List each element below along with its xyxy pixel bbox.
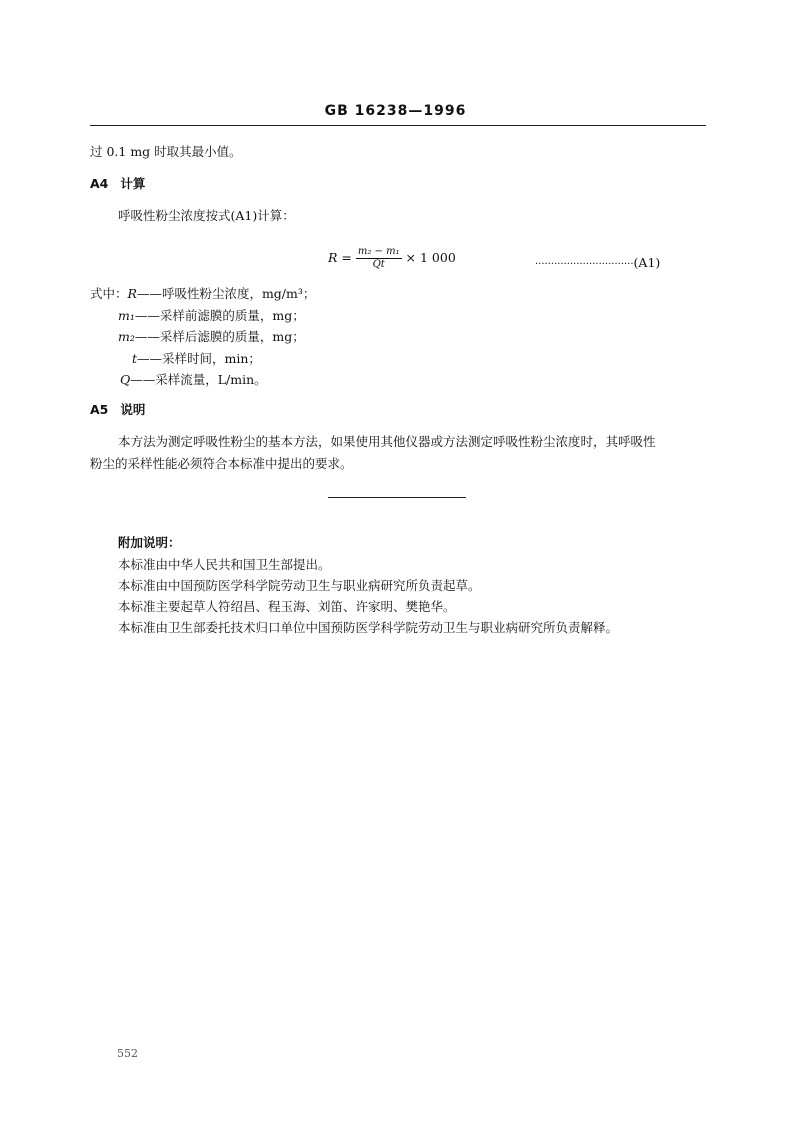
formula-numerator: m₂ − m₁ [357,246,400,257]
variable-symbol: m₁ [118,308,135,323]
page-number: 552 [117,1047,138,1060]
formula-lhs: R = [328,250,352,265]
variable-desc: 采样时间，min； [162,351,261,366]
variable-symbol: R [127,286,137,301]
section-divider [328,497,466,498]
variable-desc: 呼吸性粉尘浓度，mg/m³； [161,286,316,301]
formula-label-line [535,255,660,270]
formula-dots: ······························· [535,259,634,270]
formula-fraction [356,246,402,271]
variable-row [120,370,267,388]
additional-note-line: 本标准主要起草人符绍昌、程玉海、刘笛、许家明、樊艳华。 [118,599,456,614]
additional-note-line: 本标准由中华人民共和国卫生部提出。 [118,557,331,572]
variable-desc: 采样后滤膜的质量，mg； [159,329,305,344]
section-a4-intro: 呼吸性粉尘浓度按式(A1)计算： [118,208,295,223]
variable-row [132,349,261,367]
formula-label: (A1) [633,255,661,270]
variable-dash: —— [134,329,160,344]
variable-desc: 采样前滤膜的质量，mg； [159,308,305,323]
section-a5-title: 说明 [120,402,146,417]
variable-dash: —— [136,286,162,301]
variable-symbol: Q [120,372,131,387]
formula-a1 [328,246,456,271]
variable-symbol: t [132,351,138,366]
variable-row [118,306,305,324]
variable-row [118,327,305,345]
section-a5-paragraph-line: 粉尘的采样性能必须符合本标准中提出的要求。 [90,456,353,471]
section-a5-heading [90,400,145,418]
variable-symbol: m₂ [118,329,135,344]
section-a4-number: A4 [90,176,109,191]
where-label: 式中： [90,286,128,301]
variable-row [90,284,315,302]
section-a5-number: A5 [90,402,109,417]
section-a4-heading [90,174,145,192]
additional-note-line: 本标准由卫生部委托技术归口单位中国预防医学科学院劳动卫生与职业病研究所负责解释。 [118,620,619,635]
variable-dash: —— [137,351,163,366]
variable-desc: 采样流量，L/min。 [155,372,267,387]
document-header: GB 16238—1996 [324,103,467,119]
header-rule [90,125,706,126]
variable-dash: —— [134,308,160,323]
variable-dash: —— [130,372,156,387]
continuation-text: 过 0.1 mg 时取其最小值。 [90,144,242,159]
additional-note-line: 本标准由中国预防医学科学院劳动卫生与职业病研究所负责起草。 [118,578,481,593]
formula-denominator: Qt [372,259,385,270]
formula-multiplier: × 1 000 [405,250,456,265]
additional-notes-title: 附加说明： [118,535,181,550]
section-a4-title: 计算 [120,176,146,191]
section-a5-paragraph-line: 本方法为测定呼吸性粉尘的基本方法，如果使用其他仪器或方法测定呼吸性粉尘浓度时，其呼吸性 [118,434,656,449]
